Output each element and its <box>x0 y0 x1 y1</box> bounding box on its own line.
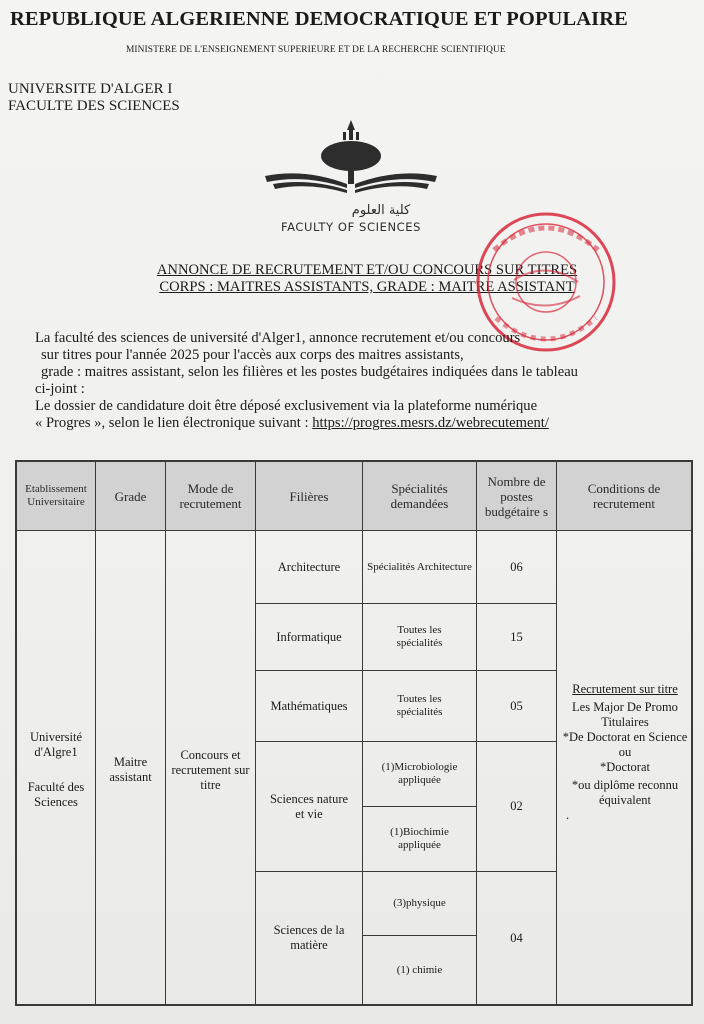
university-name: UNIVERSITE D'ALGER I <box>8 81 173 97</box>
header-mode: Mode de recrutement <box>179 481 242 511</box>
specialite-informatique: Toutes les spécialités <box>396 624 443 649</box>
postes-mathematiques: 05 <box>510 698 523 713</box>
conditions-line-1: Les Major De Promo Titulaires <box>572 700 678 729</box>
recruitment-table <box>15 460 693 1006</box>
body-line-1: La faculté des sciences de université d'Alger1, annonce recrutement et/ou concours <box>35 330 521 346</box>
conditions-title: Recrutement sur titre <box>572 682 678 696</box>
filiere-informatique: Informatique <box>276 629 342 644</box>
header-postes: Nombre de postes budgétaire s <box>484 473 549 519</box>
specialite-physique: (3)physique <box>393 897 446 909</box>
specialite-biochimie: (1)Biochimie appliquée <box>390 826 449 851</box>
etab-faculty: Faculté des Sciences <box>27 780 85 809</box>
postes-snv: 02 <box>510 799 523 813</box>
mode-cell: Concours et recrutement sur titre <box>171 747 250 792</box>
specialite-mathematiques: Toutes les spécialités <box>396 693 443 718</box>
body-line-6 <box>35 415 675 432</box>
postes-architecture: 06 <box>510 560 523 574</box>
grade-cell: Maitre assistant <box>109 755 152 784</box>
specialite-microbiologie: (1)Microbiologie appliquée <box>381 761 458 786</box>
announcement-line-1: ANNONCE DE RECRUTEMENT ET/OU CONCOURS SUR TITRES <box>156 262 578 278</box>
conditions-line-2: *De Doctorat en Science ou <box>562 730 688 759</box>
etab-university: Université d'Algre1 <box>29 730 83 759</box>
postes-sm: 04 <box>510 930 523 945</box>
conditions-line-4: *ou diplôme reconnu équivalent <box>571 778 679 807</box>
ministry-line: MINISTERE DE L'ENSEIGNEMENT SUPERIEURE ET DE LA RECHERCHE SCIENTIFIQUE <box>126 45 506 55</box>
etablissement-cell <box>17 710 95 830</box>
faculty-logo <box>265 118 437 238</box>
conditions-dot: . <box>566 808 570 822</box>
body-line-6-text: « Progres », selon le lien électronique suivant : <box>35 415 313 431</box>
header-specialites: Spécialités demandées <box>390 481 449 511</box>
header-conditions: Conditions de recrutement <box>587 481 661 511</box>
institution-block <box>8 81 180 115</box>
specialite-architecture: Spécialités Architecture <box>367 561 472 573</box>
header-filieres: Filières <box>289 488 329 504</box>
filiere-sm: Sciences de la matière <box>273 923 345 952</box>
announcement-body <box>35 330 675 432</box>
body-line-5: Le dossier de candidature doit être déposé exclusivement via la plateforme numérique <box>35 398 538 414</box>
header-grade: Grade <box>114 488 147 504</box>
logo-english-text: FACULTY OF SCIENCES <box>280 220 422 234</box>
filiere-mathematiques: Mathématiques <box>270 698 348 713</box>
postes-informatique: 15 <box>510 629 523 644</box>
filiere-snv: Sciences nature et vie <box>269 791 349 821</box>
body-line-4: ci-joint : <box>35 381 85 397</box>
faculty-name: FACULTE DES SCIENCES <box>8 98 180 114</box>
specialite-chimie: (1) chimie <box>396 963 443 976</box>
progres-link[interactable]: https://progres.mesrs.dz/webrecutement/ <box>312 415 549 431</box>
header-etablissement: Etablissement Universitaire <box>25 483 87 508</box>
republic-title: REPUBLIQUE ALGERIENNE DEMOCRATIQUE ET POPULAIRE <box>10 8 628 30</box>
conditions-line-3: *Doctorat <box>600 760 650 774</box>
conditions-cell <box>560 682 690 872</box>
logo-arabic-text: كلية العلوم <box>351 203 411 218</box>
filiere-architecture: Architecture <box>277 560 341 574</box>
announcement-line-2: CORPS : MAITRES ASSISTANTS, GRADE : MAITRE ASSISTANT <box>159 279 575 295</box>
body-line-2: sur titres pour l'année 2025 pour l'accès aux corps des maitres assistants, <box>41 347 464 363</box>
body-line-3: grade : maitres assistant, selon les filières et les postes budgétaires indiquées dans le tableau <box>41 364 578 380</box>
